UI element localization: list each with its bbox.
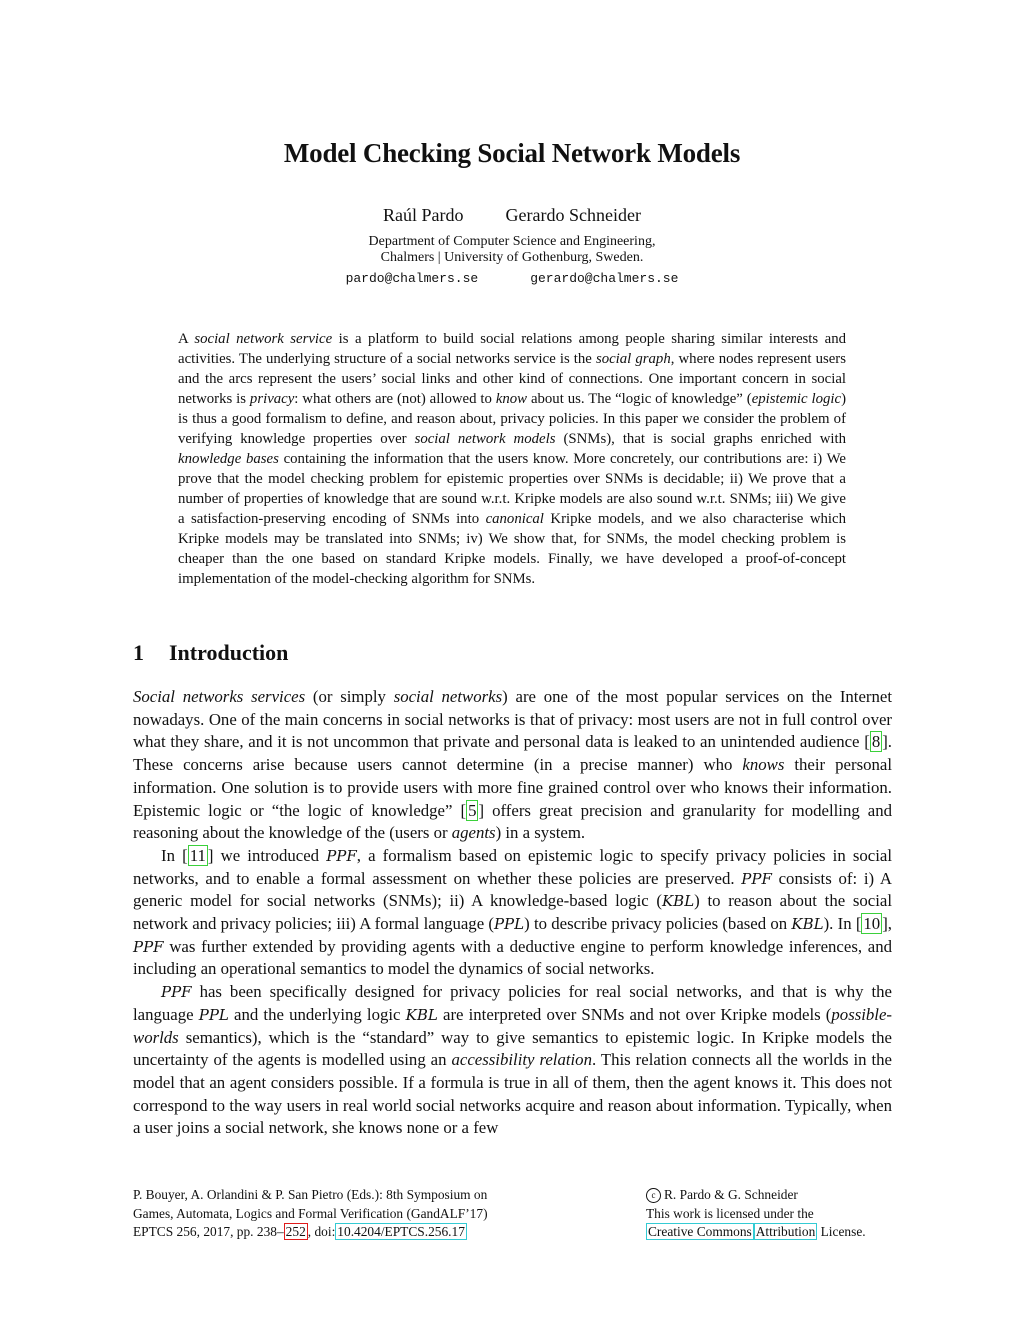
body-text: ) to reason about the social network and privacy policies; iii) A formal language ( — [133, 891, 892, 934]
footer-text: , doi: — [307, 1224, 336, 1239]
abstract-text: A — [178, 331, 195, 347]
author-list — [0, 205, 1024, 226]
body-text: their personal information. One solution is to provide users with more fine grained control over who knows their information. Epistemic logic or “the logic of knowledge” [ — [133, 755, 892, 820]
copyright-holders: R. Pardo & G. Schneider — [664, 1187, 798, 1202]
footer-line: This work is licensed under the — [646, 1205, 814, 1221]
abstract-text: containing the information that the users know. More concretely, our contributions are: i) We prove that the model checking problem for epistemic properties over SNMs is decidable; ii) We prove that a number of properties of knowledge that are sound w.r.t. Kripke models are also sound w.r.t. SNMs; iii) We give a satisfaction-preserving encoding of SNMs into — [178, 451, 846, 527]
abstract-emph: social network models — [414, 431, 556, 447]
abstract-text: , where nodes represent users and the arcs represent the users’ social links and other kind of connections. One important concern in social networks is — [178, 351, 846, 407]
body-text: ]. These concerns arise because users cannot determine (in a precise manner) who — [133, 732, 892, 775]
abstract-emph: know — [495, 391, 528, 407]
abstract-emph: knowledge bases — [178, 451, 279, 467]
abstract-text: is a platform to build social relations among people sharing similar interests and activities. The underlying structure of a social networks service is the — [178, 331, 847, 367]
emph-text: possible-worlds — [133, 1004, 893, 1047]
emph-text: knows — [742, 755, 785, 775]
affiliation-line: Department of Computer Science and Engineering, — [368, 234, 656, 249]
section-heading — [133, 640, 288, 666]
section-title: Introduction — [169, 640, 289, 665]
ppf-symbol: PPF — [133, 937, 164, 956]
abstract — [178, 329, 846, 589]
affiliation — [0, 234, 1024, 266]
body-text: has been specifically designed for privacy policies for real social networks, and that is why the language — [133, 982, 892, 1024]
body-text: (or simply — [305, 687, 394, 706]
footer-line — [133, 1223, 553, 1242]
footer-line: P. Bouyer, A. Orlandini & P. San Pietro (Eds.): 8th Symposium on — [133, 1187, 488, 1202]
paragraph — [133, 981, 892, 1140]
abstract-text: Kripke models, and we also characterise which Kripke models may be translated into SNMs; iv) We show that, for SNMs, the model checking problem is cheaper than the one based on standard Kripke models. Finally, we have developed a proof-of-concept implementation of the model-checking algorithm for SNMs. — [178, 511, 846, 587]
author-name: Raúl Pardo — [383, 205, 464, 225]
footer-text: License. — [817, 1224, 866, 1239]
citation-link[interactable]: 8 — [871, 732, 881, 752]
body-text: was further extended by providing agents with a deductive engine to perform knowledge inferences, and including an operational semantics to model the dynamics of social networks. — [133, 936, 892, 979]
ppf-symbol: PPF — [741, 869, 772, 888]
emph-text: agents — [451, 823, 496, 843]
paper-title: Model Checking Social Network Models — [283, 138, 741, 168]
emph-text: Social networks services — [133, 687, 306, 706]
footer-line — [646, 1223, 906, 1242]
doi-link[interactable]: 10.4204/EPTCS.256.17 — [337, 1224, 465, 1239]
citation-link[interactable]: 10 — [863, 914, 881, 934]
body-text: ) to describe privacy policies (based on — [524, 914, 792, 934]
body-text: consists of: i) A generic model for social networks (SNMs); ii) A knowledge-based logic ( — [133, 868, 892, 911]
ppf-symbol: PPF — [161, 983, 192, 1002]
ppl-symbol: PPL — [493, 915, 525, 934]
abstract-emph: canonical — [485, 511, 544, 527]
kbl-symbol: KBL — [405, 1005, 438, 1024]
body-text: . This relation connects all the worlds in the model that an agent considers possible. If a formula is true in all of them, then the agent knows it. This does not correspond to the way users in real world social networks acquire and reason about information. Typically, when a user joins a social network, she knows none or a few — [133, 1050, 892, 1138]
abstract-text: about us. The “logic of knowledge” ( — [527, 391, 752, 407]
attribution-link[interactable]: Attribution — [755, 1224, 816, 1239]
body-text: and the underlying logic — [228, 1004, 406, 1024]
abstract-emph: epistemic logic — [751, 391, 842, 407]
author-email[interactable]: pardo@chalmers.se — [345, 271, 479, 286]
abstract-emph: privacy — [249, 391, 295, 407]
emph-text: social networks — [393, 687, 503, 706]
author-email[interactable]: gerardo@chalmers.se — [530, 271, 679, 286]
citation-link[interactable]: 5 — [468, 800, 477, 820]
body-text: ], — [882, 914, 892, 934]
abstract-text: ) is thus a good formalism to define, and reason about, privacy policies. In this paper we consider the problem of verifying knowledge properties over — [178, 391, 847, 447]
ppl-symbol: PPL — [198, 1005, 229, 1024]
page-end-link[interactable]: 252 — [285, 1224, 306, 1239]
body-text: ] offers great precision and granularity for modelling and reasoning about the knowledge of the (users or — [133, 800, 892, 843]
publication-footer — [133, 1186, 553, 1242]
body-text: In [ — [161, 845, 188, 865]
body-text: semantics), which is the “standard” way to give semantics to epistemic logic. In Kripke models the uncertainty of the agents is modelled using an — [133, 1027, 892, 1070]
body-text: ). In [ — [823, 914, 862, 934]
body-text: are interpreted over SNMs and not over Kripke models ( — [437, 1004, 832, 1024]
license-footer — [646, 1186, 906, 1242]
kbl-symbol: KBL — [661, 892, 695, 911]
body-text: ) in a system. — [495, 823, 586, 843]
body-text: ] we introduced — [207, 845, 327, 865]
footer-text: EPTCS 256, 2017, pp. 238– — [133, 1224, 284, 1239]
creative-commons-link[interactable]: Creative Commons — [648, 1224, 752, 1239]
ppf-symbol: PPF — [326, 846, 357, 865]
abstract-emph: social network service — [194, 331, 333, 347]
citation-link[interactable]: 11 — [189, 845, 206, 865]
abstract-emph: social graph — [595, 351, 671, 367]
kbl-symbol: KBL — [791, 915, 824, 934]
paragraph — [133, 686, 892, 845]
abstract-text: : what others are (not) allowed to — [294, 391, 496, 407]
abstract-text: (SNMs), that is social graphs enriched with — [555, 431, 846, 447]
affiliation-line: Chalmers | University of Gothenburg, Sweden. — [380, 250, 644, 265]
introduction-body — [133, 686, 892, 1140]
footer-line: Games, Automata, Logics and Formal Verification (GandALF’17) — [133, 1205, 488, 1221]
emph-text: accessibility relation — [451, 1050, 592, 1070]
body-text: ) are one of the most popular services on the Internet nowadays. One of the main concerns in social networks is that of privacy: most users are not in full control over what they share, and it is not uncommon that private and personal data is leaked to an unintended audience [ — [133, 687, 892, 752]
paragraph — [133, 845, 892, 981]
footer-line — [646, 1186, 906, 1205]
body-text: , a formalism based on epistemic logic to specify privacy policies in social networks, and to enable a formal assessment on whether these policies are preserved. — [133, 845, 892, 888]
email-list — [0, 271, 1024, 286]
author-name: Gerardo Schneider — [505, 205, 641, 225]
copyright-icon: c — [646, 1188, 661, 1203]
section-number: 1 — [133, 640, 144, 665]
